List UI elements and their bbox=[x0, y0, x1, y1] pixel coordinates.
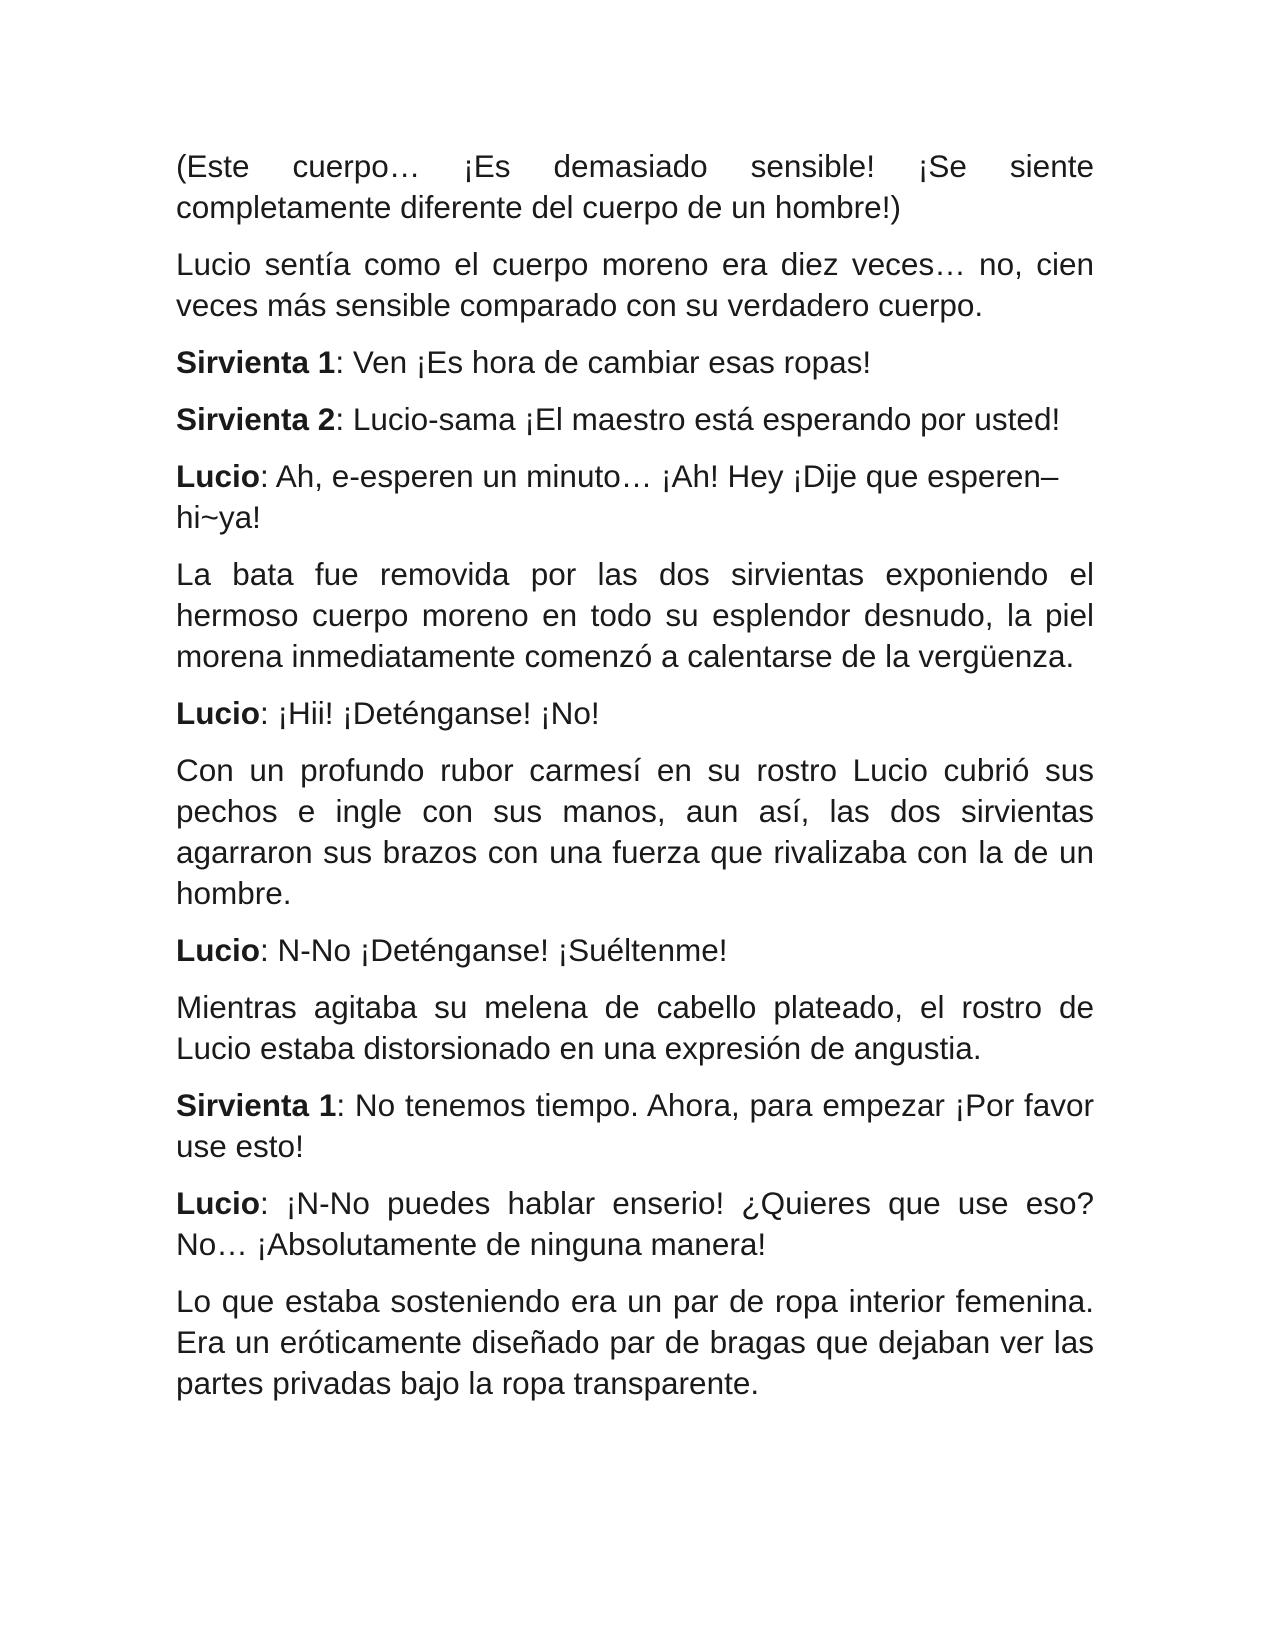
dialogue-text: : Ven ¡Es hora de cambiar esas ropas! bbox=[335, 344, 872, 380]
dialogue-paragraph bbox=[176, 693, 1094, 734]
dialogue-text: : No tenemos tiempo. Ahora, para empezar ¡Por favor use esto! bbox=[176, 1087, 1094, 1164]
speaker-name: Sirvienta 2 bbox=[176, 401, 336, 437]
narration-paragraph bbox=[176, 750, 1094, 914]
dialogue-text: : N-No ¡Deténganse! ¡Suéltenme! bbox=[260, 932, 728, 968]
paragraph-text: Lucio sentía como el cuerpo moreno era diez veces… no, cien veces más sensible comparado con su verdadero cuerpo. bbox=[176, 246, 1094, 323]
paragraph-text: (Este cuerpo… ¡Es demasiado sensible! ¡Se siente completamente diferente del cuerpo de un hombre!) bbox=[176, 148, 1094, 225]
dialogue-text: : Lucio-sama ¡El maestro está esperando por usted! bbox=[335, 401, 1061, 437]
dialogue-text: : ¡N-No puedes hablar enserio! ¿Quieres que use eso? No… ¡Absolutamente de ninguna manera! bbox=[176, 1185, 1094, 1262]
dialogue-paragraph bbox=[176, 1085, 1094, 1167]
dialogue-paragraph bbox=[176, 1183, 1094, 1265]
dialogue-paragraph bbox=[176, 342, 1094, 383]
speaker-name: Lucio bbox=[176, 932, 260, 968]
dialogue-paragraph bbox=[176, 456, 1094, 538]
paragraph-text: La bata fue removida por las dos sirvientas exponiendo el hermoso cuerpo moreno en todo su esplendor desnudo, la piel morena inmediatamente comenzó a calentarse de la vergüenza. bbox=[176, 556, 1094, 674]
paragraph-text: Mientras agitaba su melena de cabello plateado, el rostro de Lucio estaba distorsionado en una expresión de angustia. bbox=[176, 989, 1094, 1066]
dialogue-paragraph bbox=[176, 399, 1094, 440]
narration-paragraph bbox=[176, 554, 1094, 677]
paragraph-text: Lo que estaba sosteniendo era un par de ropa interior femenina. Era un eróticamente diseñado par de bragas que dejaban ver las partes privadas bajo la ropa transparente. bbox=[176, 1283, 1094, 1401]
speaker-name: Lucio bbox=[176, 1185, 260, 1221]
narration-paragraph bbox=[176, 987, 1094, 1069]
dialogue-paragraph bbox=[176, 930, 1094, 971]
speaker-name: Sirvienta 1 bbox=[176, 1087, 337, 1123]
narration-paragraph bbox=[176, 1281, 1094, 1404]
narration-paragraph bbox=[176, 244, 1094, 326]
paragraph-text: Con un profundo rubor carmesí en su rostro Lucio cubrió sus pechos e ingle con sus manos, aun así, las dos sirvientas agarraron sus brazos con una fuerza que rivalizaba con la de un hombre. bbox=[176, 752, 1094, 911]
narration-paragraph bbox=[176, 146, 1094, 228]
speaker-name: Lucio bbox=[176, 695, 260, 731]
dialogue-text: : Ah, e-esperen un minuto… ¡Ah! Hey ¡Dije que esperen–hi~ya! bbox=[176, 458, 1059, 535]
speaker-name: Sirvienta 1 bbox=[176, 344, 336, 380]
document-page bbox=[176, 146, 1094, 1420]
speaker-name: Lucio bbox=[176, 458, 260, 494]
dialogue-text: : ¡Hii! ¡Deténganse! ¡No! bbox=[260, 695, 600, 731]
